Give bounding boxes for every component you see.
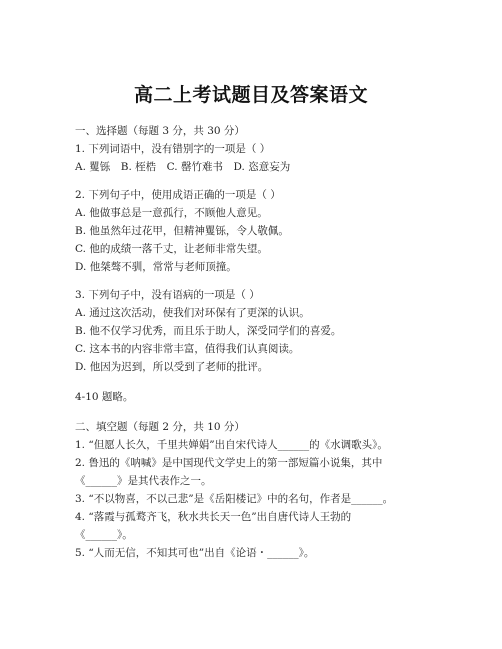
q3-option-b: B. 他不仅学习优秀，而且乐于助人，深受同学们的喜爱。 [75, 325, 342, 337]
q2-option-c: C. 他的成绩一落千丈，让老师非常失望。 [75, 243, 268, 255]
q1-options: A. 矍铄 B. 桎梏 C. 罄竹难书 D. 恣意妄为 [75, 161, 291, 173]
fill-q2-line1: 2. 鲁迅的《呐喊》是中国现代文学史上的第一部短篇小说集，其中 [75, 457, 383, 469]
omitted-note: 4-10 题略。 [75, 391, 134, 403]
fill-q4-line1: 4. “落霞与孤鹜齐飞，秋水共长天一色”出自唐代诗人王勃的 [75, 511, 352, 523]
q1-stem: 1. 下列词语中，没有错别字的一项是（ ） [75, 143, 271, 155]
q3-option-d: D. 他因为迟到，所以受到了老师的批评。 [75, 361, 269, 373]
q2-option-d: D. 他桀骜不驯，常常与老师顶撞。 [75, 261, 237, 273]
q3-stem: 3. 下列句子中，没有语病的一项是（ ） [75, 289, 260, 301]
section1-heading: 一、选择题（每题 3 分，共 30 分） [75, 125, 245, 137]
section2-heading: 二、填空题（每题 2 分，共 10 分） [75, 421, 245, 433]
q2-option-a: A. 他做事总是一意孤行，不顾他人意见。 [75, 207, 268, 219]
fill-q1: 1. “但愿人长久，千里共婵娟”出自宋代诗人______的《水调歌头》。 [75, 439, 388, 451]
fill-q5: 5. “人而无信，不知其可也”出自《论语・______》。 [75, 547, 315, 559]
fill-q4-line2: 《______》。 [75, 529, 133, 541]
q2-stem: 2. 下列句子中，使用成语正确的一项是（ ） [75, 189, 281, 201]
q3-option-a: A. 通过这次活动，使我们对环保有了更深的认识。 [75, 307, 310, 319]
fill-q3: 3. “不以物喜，不以己悲”是《岳阳楼记》中的名句，作者是______。 [75, 493, 394, 505]
document-title: 高二上考试题目及答案语文 [133, 84, 368, 106]
q2-option-b: B. 他虽然年过花甲，但精神矍铄，令人敬佩。 [75, 225, 289, 237]
fill-q2-line2: 《______》是其代表作之一。 [75, 475, 212, 487]
q3-option-c: C. 这本书的内容非常丰富，值得我们认真阅读。 [75, 343, 300, 355]
